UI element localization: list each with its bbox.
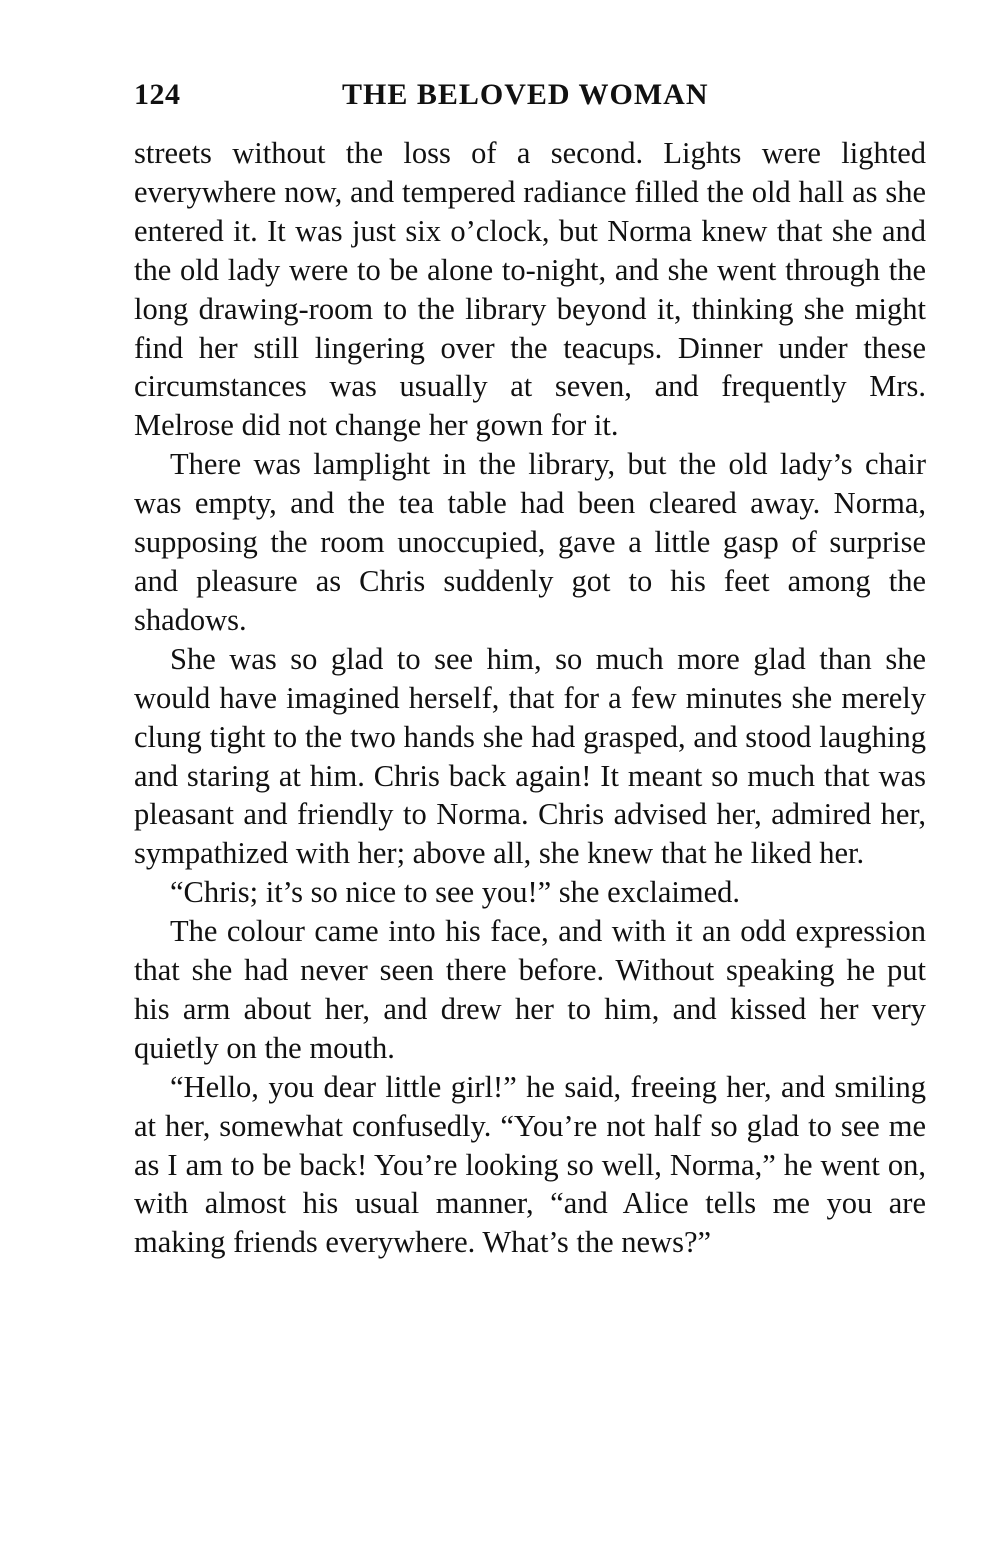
running-head bbox=[134, 70, 926, 120]
paragraph-5: The colour came into his face, and with it an odd expression that she had never seen there before. Without speaking he put his arm about her, and drew her to him, and kissed her very quietly on the mouth. bbox=[134, 914, 926, 1065]
paragraph-4: “Chris; it’s so nice to see you!” she exclaimed. bbox=[170, 875, 741, 910]
book-page bbox=[134, 70, 926, 1262]
page-number: 124 bbox=[134, 78, 181, 111]
body-text bbox=[134, 134, 926, 1262]
paragraph-1: streets without the loss of a second. Lights were lighted everywhere now, and tempered radiance filled the old hall as she entered it. It was just six o’clock, but Norma knew that she and the old lady were to be alone to-night, and she went through the long drawing-room to the library beyond it, thinking she might find her still lingering over the teacups. Dinner under these circumstances was usually at seven, and frequently Mrs. Melrose did not change her gown for it. bbox=[134, 136, 926, 443]
paragraph-6: “Hello, you dear little girl!” he said, freeing her, and smiling at her, somewhat confusedly. “You’re not half so glad to see me as I am to be back! You’re looking so well, Norma,” he went on, with almost his usual manner, “and Alice tells me you are making friends everywhere. What’s the news?” bbox=[134, 1069, 926, 1260]
paragraph-2: There was lamplight in the library, but the old lady’s chair was empty, and the tea table had been cleared away. Norma, supposing the room unoccupied, gave a little gasp of surprise and pleasure as Chris suddenly got to his feet among the shadows. bbox=[134, 447, 926, 637]
paragraph-3: She was so glad to see him, so much more glad than she would have imagined herself, that for a few minutes she merely clung tight to the two hands she had grasped, and stood laughing and staring at him. Chris back again! It meant so much that was pleasant and friendly to Norma. Chris advised her, admired her, sympathized with her; above all, she knew that he liked her. bbox=[134, 641, 926, 871]
book-title: THE BELOVED WOMAN bbox=[342, 78, 709, 111]
